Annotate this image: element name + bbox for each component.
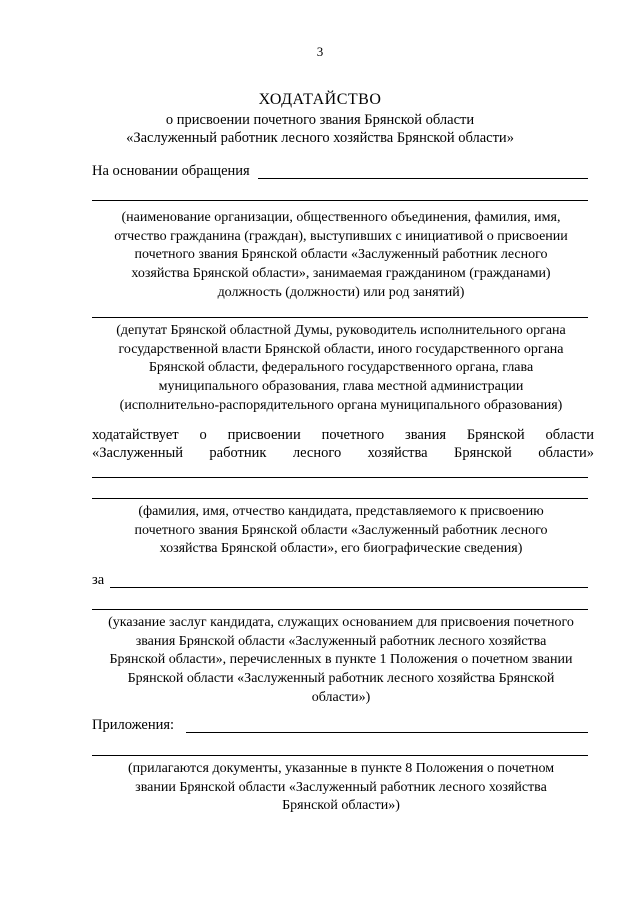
basis-fill-line-2[interactable] xyxy=(92,200,588,201)
note-line: почетного звания Брянской области «Заслуженный работник лесного xyxy=(134,522,548,538)
initiator-note xyxy=(86,322,596,416)
note-line: звании Брянской области «Заслуженный работник лесного хозяйства xyxy=(135,779,547,795)
petition-word: почетного xyxy=(321,427,385,443)
note-line: (фамилия, имя, отчество кандидата, представляемого к присвоению xyxy=(138,504,544,519)
note-line: муниципального образования, глава местной администрации xyxy=(158,379,524,395)
note-line: (наименование организации, общественного объединения, фамилия, имя, xyxy=(121,210,561,225)
petition-word: области xyxy=(545,427,594,443)
initiator-fill-line[interactable] xyxy=(92,317,588,318)
note-line: государственной власти Брянской области, иного государственного органа xyxy=(118,341,564,357)
note-line: (исполнительно-распорядительного органа муниципального образования) xyxy=(119,397,563,413)
merits-note xyxy=(86,614,596,708)
merits-fill-line[interactable] xyxy=(110,587,588,588)
note-line: (прилагаются документы, указанные в пункте 8 Положения о почетном xyxy=(127,761,555,776)
note-line: почетного звания Брянской области «Заслуженный работник лесного xyxy=(134,247,548,263)
document-title: ХОДАТАЙСТВО xyxy=(258,91,382,108)
note-line: должность (должности) или род занятий) xyxy=(217,284,465,300)
title-line-1: о присвоении почетного звания Брянской области xyxy=(165,112,475,128)
attachments-fill-line-2[interactable] xyxy=(92,755,588,756)
petition-word: работник xyxy=(209,445,267,461)
petition-word: звания xyxy=(404,427,446,443)
petition-word: области» xyxy=(538,445,594,461)
attachments-label: Приложения: xyxy=(92,717,175,733)
note-line: Брянской области, федерального государственного органа, глава xyxy=(148,360,534,376)
petition-word: хозяйства xyxy=(367,445,428,461)
attachments-fill-line[interactable] xyxy=(186,732,588,733)
candidate-fill-line[interactable] xyxy=(92,477,588,478)
note-line: хозяйства Брянской области», его биографические сведения) xyxy=(159,541,523,557)
note-line: (депутат Брянской областной Думы, руководитель исполнительного органа xyxy=(116,323,566,338)
candidate-note xyxy=(86,503,596,559)
petition-word: Брянской xyxy=(454,445,512,461)
petition-word: «Заслуженный xyxy=(92,445,183,461)
page-number: 3 xyxy=(316,44,324,59)
petition-word: Брянской xyxy=(466,427,525,443)
merits-label: за xyxy=(92,572,105,588)
merits-fill-line-2[interactable] xyxy=(92,609,588,610)
petition-word: ходатайствует xyxy=(92,427,179,443)
petition-word: лесного xyxy=(292,445,342,461)
petition-word: присвоении xyxy=(227,427,301,443)
basis-fill-line[interactable] xyxy=(258,178,588,179)
note-line: Брянской области», перечисленных в пункте 1 Положения о почетном звании xyxy=(109,652,573,668)
note-line: отчество гражданина (граждан), выступивших с инициативой о присвоении xyxy=(114,228,568,244)
basis-label: На основании обращения xyxy=(92,163,250,179)
petition-row-2 xyxy=(92,445,594,462)
note-line: (указание заслуг кандидата, служащих основанием для присвоения почетного xyxy=(108,615,574,630)
note-line: Брянской области») xyxy=(282,798,400,814)
petition-row-1 xyxy=(92,427,594,444)
note-line: Брянской области «Заслуженный работник лесного хозяйства Брянской xyxy=(127,671,555,687)
title-line-2: «Заслуженный работник лесного хозяйства Брянской области» xyxy=(126,130,514,146)
note-line: звания Брянской области «Заслуженный работник лесного хозяйства xyxy=(135,633,547,649)
petition-word: о xyxy=(199,427,207,443)
attachments-note xyxy=(86,760,596,816)
note-line: хозяйства Брянской области», занимаемая гражданином (гражданами) xyxy=(131,266,551,282)
note-line: области») xyxy=(311,689,371,705)
basis-note xyxy=(86,209,596,303)
candidate-fill-line-2[interactable] xyxy=(92,498,588,499)
